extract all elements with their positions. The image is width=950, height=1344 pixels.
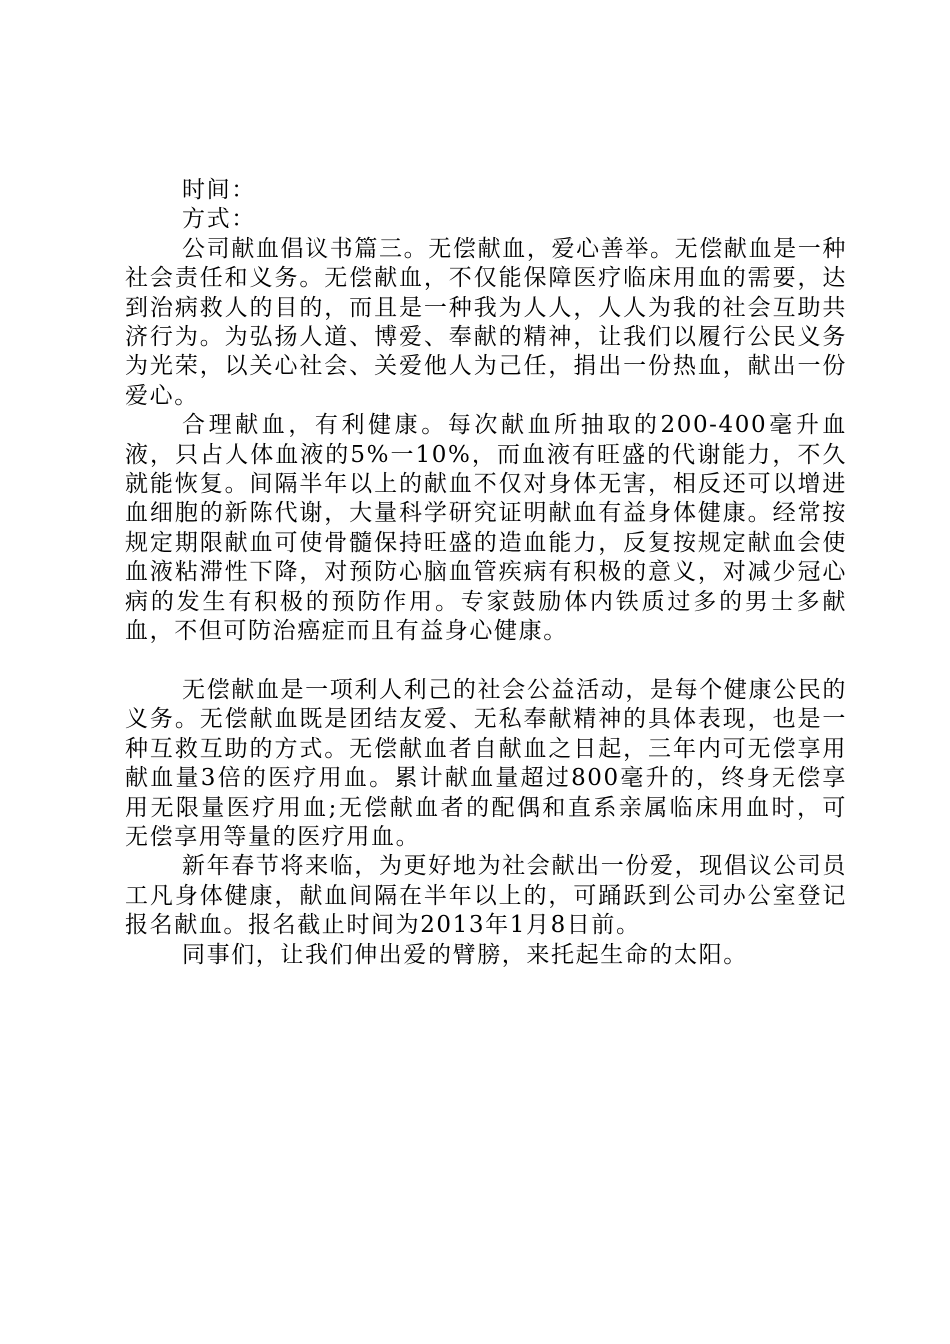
- paragraph-intro: 公司献血倡议书篇三。无偿献血，爱心善举。无偿献血是一种社会责任和义务。无偿献血，不仅能保障医疗临床用血的需要，达到治病救人的目的，而且是一种我为人人，人人为我的社会互助共济行为。为弘扬人道、博爱、奉献的精神，让我们以履行公民义务为光荣，以关心社会、关爱他人为己任，捐出一份热血，献出一份爱心。: [125, 235, 847, 409]
- time-line: 时间：: [182, 177, 256, 203]
- paragraph-call-to-action: 新年春节将来临，为更好地为社会献出一份爱，现倡议公司员工凡身体健康，献血间隔在半年以上的，可踊跃到公司办公室登记报名献血。报名截止时间为2013年1月8日前。: [125, 853, 847, 939]
- method-line: 方式：: [182, 206, 256, 233]
- paragraph-benefits: 无偿献血是一项利人利己的社会公益活动，是每个健康公民的义务。无偿献血既是团结友爱、无私奉献精神的具体表现，也是一种互救互助的方式。无偿献血者自献血之日起，三年内可无偿享用献血量3倍的医疗用血。累计献血量超过800毫升的，终身无偿享用无限量医疗用血;无偿献血者的配偶和直系亲属临床用血时，可无偿享用等量的医疗用血。: [125, 676, 847, 850]
- paragraph-health: 合理献血，有利健康。每次献血所抽取的200-400毫升血液，只占人体血液的5%一10%，而血液有旺盛的代谢能力，不久就能恢复。间隔半年以上的献血不仅对身体无害，相反还可以增进血细胞的新陈代谢，大量科学研究证明献血有益身体健康。经常按规定期限献血可使骨髓保持旺盛的造血能力，反复按规定献血会使血液粘滞性下降，对预防心脑血管疾病有积极的意义，对减少冠心病的发生有积极的预防作用。专家鼓励体内铁质过多的男士多献血，不但可防治癌症而且有益身心健康。: [125, 412, 847, 645]
- document-body: [125, 176, 847, 970]
- paragraph-closing: 同事们，让我们伸出爱的臂膀，来托起生命的太阳。: [182, 941, 748, 968]
